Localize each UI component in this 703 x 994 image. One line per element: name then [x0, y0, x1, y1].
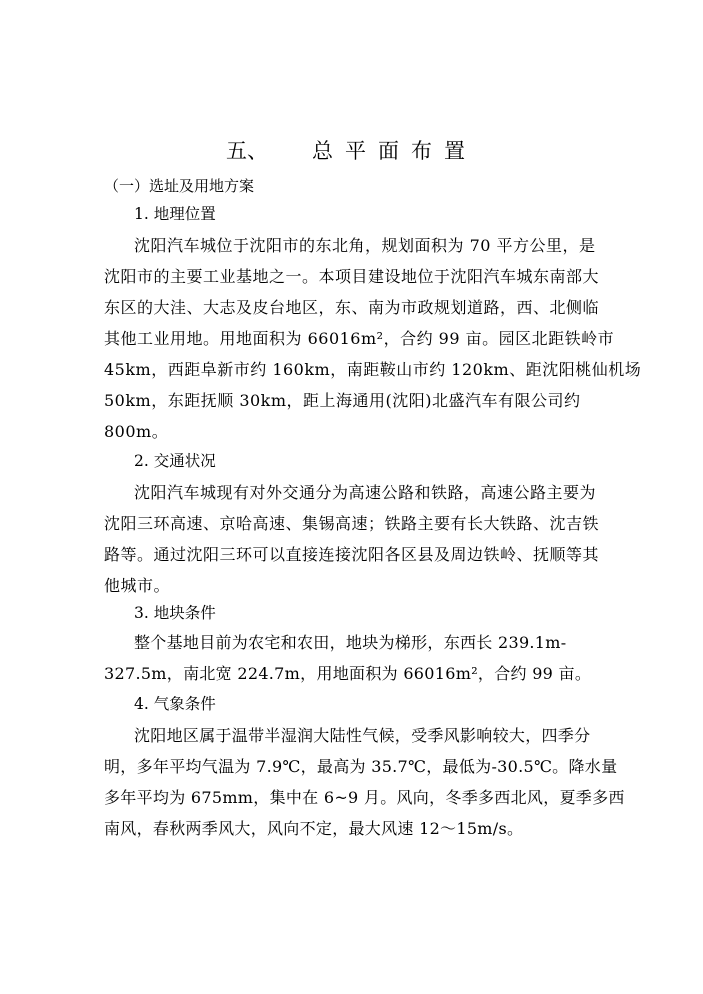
paragraph-line: 50km，东距抚顺 30km，距上海通用(沈阳)北盛汽车有限公司约 — [104, 391, 581, 410]
paragraph-site — [104, 627, 604, 689]
paragraph-line: 其他工业用地。用地面积为 66016m²，合约 99 亩。园区北距铁岭市 — [104, 329, 615, 348]
paragraph-line: 明，多年平均气温为 7.9℃，最高为 35.7℃，最低为-30.5℃。降水量 — [104, 757, 618, 776]
paragraph-line: 多年平均为 675mm，集中在 6~9 月。风向，冬季多西北风，夏季多西 — [104, 788, 625, 807]
subsection-heading-site: 3. 地块条件 — [134, 604, 216, 622]
paragraph-line: 沈阳汽车城位于沈阳市的东北角，规划面积为 70 平方公里，是 — [134, 236, 596, 255]
paragraph-line: 沈阳地区属于温带半湿润大陆性气候，受季风影响较大，四季分 — [134, 726, 591, 745]
paragraph-line: 路等。通过沈阳三环可以直接连接沈阳各区县及周边铁岭、抚顺等其 — [104, 545, 600, 564]
paragraph-climate — [104, 720, 625, 844]
paragraph-line: 327.5m，南北宽 224.7m，用地面积为 66016m²，合约 99 亩。 — [104, 664, 592, 683]
paragraph-location — [104, 230, 642, 447]
chapter-number: 五、 — [226, 139, 268, 163]
paragraph-line: 沈阳三环高速、京哈高速、集锡高速；铁路主要有长大铁路、沈吉铁 — [104, 514, 600, 533]
paragraph-line: 整个基地目前为农宅和农田，地块为梯形，东西长 239.1m- — [134, 633, 567, 652]
chapter-title — [0, 136, 703, 166]
paragraph-line: 沈阳市的主要工业基地之一。本项目建设地位于沈阳汽车城东南部大 — [104, 267, 600, 286]
paragraph-line: 45km，西距阜新市约 160km，南距鞍山市约 120km、距沈阳桃仙机场 — [104, 360, 642, 379]
subsection-heading-transport: 2. 交通状况 — [134, 452, 216, 470]
chapter-title-text: 总平面布置 — [312, 139, 477, 163]
paragraph-line: 南风，春秋两季风大，风向不定，最大风速 12～15m/s。 — [104, 819, 524, 838]
paragraph-transport — [104, 477, 604, 601]
section-heading: （一）选址及用地方案 — [104, 177, 255, 195]
paragraph-line: 他城市。 — [104, 576, 171, 595]
paragraph-line: 东区的大洼、大志及皮台地区，东、南为市政规划道路，西、北侧临 — [104, 298, 600, 317]
subsection-heading-location: 1. 地理位置 — [134, 205, 216, 223]
paragraph-line: 沈阳汽车城现有对外交通分为高速公路和铁路，高速公路主要为 — [134, 483, 597, 502]
paragraph-line: 800m。 — [104, 422, 169, 441]
subsection-heading-climate: 4. 气象条件 — [134, 695, 216, 713]
